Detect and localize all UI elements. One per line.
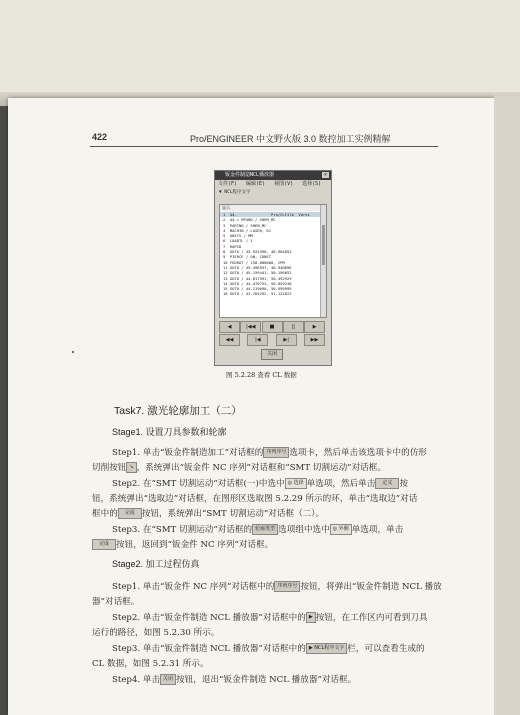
stage2-title: Stage2. 加工过程仿真 [112, 559, 200, 569]
rewind-start-button[interactable]: |◀◀ [240, 321, 261, 333]
list-item[interactable]: 16 GOTO / 43.764292, 51.121822 [223, 291, 292, 297]
scrollbar-thumb[interactable] [322, 225, 325, 265]
paragraph-line: 钮，系统弹出“选取边”对话框，在图形区选取图 5.2.29 所示的环，单击“选取边”对话 [92, 494, 418, 504]
list-item[interactable]: 8 GOTO / 45.925398, 48.984852 [223, 249, 292, 255]
ncl-text-list[interactable] [219, 204, 327, 318]
inline-button-play: 序列序号 [274, 581, 300, 592]
ncl-player-dialog [214, 170, 332, 366]
cut-icon: ↘ [126, 462, 136, 473]
scrollbar[interactable] [320, 205, 326, 317]
figure-caption: 图 5.2.28 查看 CL 数据 [226, 371, 297, 379]
play-button[interactable]: ▶ [304, 321, 325, 333]
paragraph-line: 运行的路径，如图 5.2.30 所示。 [92, 628, 220, 638]
list-item[interactable]: 10 FEDRAT / 150.000000, IPM [223, 259, 285, 265]
list-item[interactable]: 3 PARTNO / SHEM_MC [223, 222, 267, 228]
menu-select[interactable]: 选择(S) [302, 181, 322, 187]
paragraph-line: CL 数据，如图 5.2.31 所示。 [92, 659, 209, 669]
menu-edit[interactable]: 编辑(E) [246, 181, 266, 187]
paragraph-line: 器”对话框。 [92, 597, 140, 607]
ncl-text-group: ▼ NCL程序文字 [219, 190, 251, 195]
inline-button-define: 定义 [375, 478, 399, 489]
list-item[interactable]: 5 UNITS / MM [223, 233, 253, 239]
header-rule [90, 146, 438, 147]
dialog-title: 钣金件制造NCL播放器 × [215, 171, 331, 180]
go-end-button[interactable]: ▶| [276, 334, 297, 346]
stop-button[interactable]: ■ [262, 321, 283, 333]
pause-button[interactable]: || [283, 321, 304, 333]
paragraph-line: Step4. 单击 关闭 按钮，退出“钣金件制造 NCL 播放器”对话框。 [112, 675, 357, 685]
close-button[interactable]: 关闭 [261, 349, 283, 360]
inline-radio-select: ◎ 选择 [285, 478, 307, 489]
playback-row-1 [219, 321, 325, 332]
paragraph-line: Step1. 单击“钣金件 NC 序列”对话框中的 序列序号 按钮，将弹出“钣金件制造 NCL 播放 [112, 582, 442, 592]
fast-forward-button[interactable]: ▶▶ [304, 334, 325, 346]
list-item[interactable]: 15 GOTO / 44.119690, 50.999999 [223, 286, 292, 292]
paragraph-line: Step3. 在“SMT 切割运动”对话框的 轮廓类型 选项组中选中 ◎ 外侧 单选项，单击 [112, 525, 404, 535]
playback-row-2 [219, 334, 325, 345]
step-back-button[interactable]: ◀ [219, 321, 240, 333]
list-item[interactable]: 12 GOTO / 45.159441, 50.190052 [223, 270, 292, 276]
inline-tab-contour: 轮廓类型 [252, 524, 278, 535]
close-icon[interactable]: × [323, 172, 327, 178]
book-title: Pro/ENGINEER 中文野火版 3.0 数控加工实例精解 [190, 134, 391, 144]
paragraph-line: 框中的 完成 按钮，系统弹出“SMT 切割运动”对话框（二）。 [92, 509, 325, 519]
stage1-title: Stage1. 设置刀具参数和轮廓 [112, 427, 227, 437]
list-item[interactable]: 1 $$- Pro/CLfile Versi [220, 212, 320, 217]
page-edge [494, 96, 520, 715]
paragraph-line: Step2. 在“SMT 切割运动”对话框(一)中选中 ◎ 选择 单选项，然后单击 定义 按 [112, 479, 408, 489]
inline-button-done: 完成 [118, 508, 142, 519]
dialog-menu [215, 180, 331, 189]
stray-mark [72, 351, 74, 353]
inline-radio-outside: ◎ 外侧 [330, 524, 352, 535]
list-item[interactable]: 4 MACHIN / LASER, 01 [223, 227, 272, 233]
list-item[interactable]: 14 GOTO / 44.470752, 50.859240 [223, 280, 292, 286]
list-item[interactable]: 6 LOADTL / 1 [223, 238, 253, 244]
menu-file[interactable]: 文件(F) [218, 181, 238, 187]
task-title: Task7. 激光轮廓加工（二） [114, 405, 242, 417]
paragraph-line: Step3. 单击“钣金件制造 NCL 播放器”对话框中的 ▶ NCL程序文字 栏，可以查看生成的 [112, 644, 425, 654]
background-page [0, 0, 520, 96]
fast-back-button[interactable]: ◀◀ [219, 334, 240, 346]
paragraph-line: Step2. 单击“钣金件制造 NCL 播放器”对话框中的 ▶ 按钮，在工作区内可看到刀具 [112, 613, 428, 623]
paragraph-line: 切削按钮 ↘ ，系统弹出“钣金件 NC 序列”对话框和“SMT 切割运动”对话框。 [92, 463, 386, 473]
paragraph-line: Step1. 单击“钣金件制造加工”对话框的 序列序号 选项卡，然后单击该选项卡中的仿形 [112, 448, 427, 458]
list-item[interactable]: 2 $$-> MFGNO / SHEM_MC [223, 217, 276, 223]
list-item[interactable]: 9 PIERCE / ON, CONST [223, 254, 272, 260]
menu-view[interactable]: 视图(V) [274, 181, 294, 187]
inline-ncl-text-bar: ▶ NCL程序文字 [306, 643, 347, 654]
list-header: 显示 [220, 205, 326, 211]
inline-button-done: 完成 [92, 539, 116, 550]
page-number: 422 [92, 132, 108, 142]
list-item[interactable]: 11 GOTO / 45.496937, 48.940696 [223, 264, 292, 270]
list-item[interactable]: 7 RAPID [223, 243, 242, 249]
list-item[interactable]: 13 GOTO / 44.817391, 50.492929 [223, 275, 292, 281]
go-start-button[interactable]: |◀ [247, 334, 268, 346]
inline-button-seq: 序列序号 [263, 447, 289, 458]
paragraph-line: 完成 按钮，返回到“钣金件 NC 序列”对话框。 [92, 538, 273, 550]
play-icon: ▶ [306, 612, 316, 623]
inline-button-close: 关闭 [160, 674, 176, 685]
